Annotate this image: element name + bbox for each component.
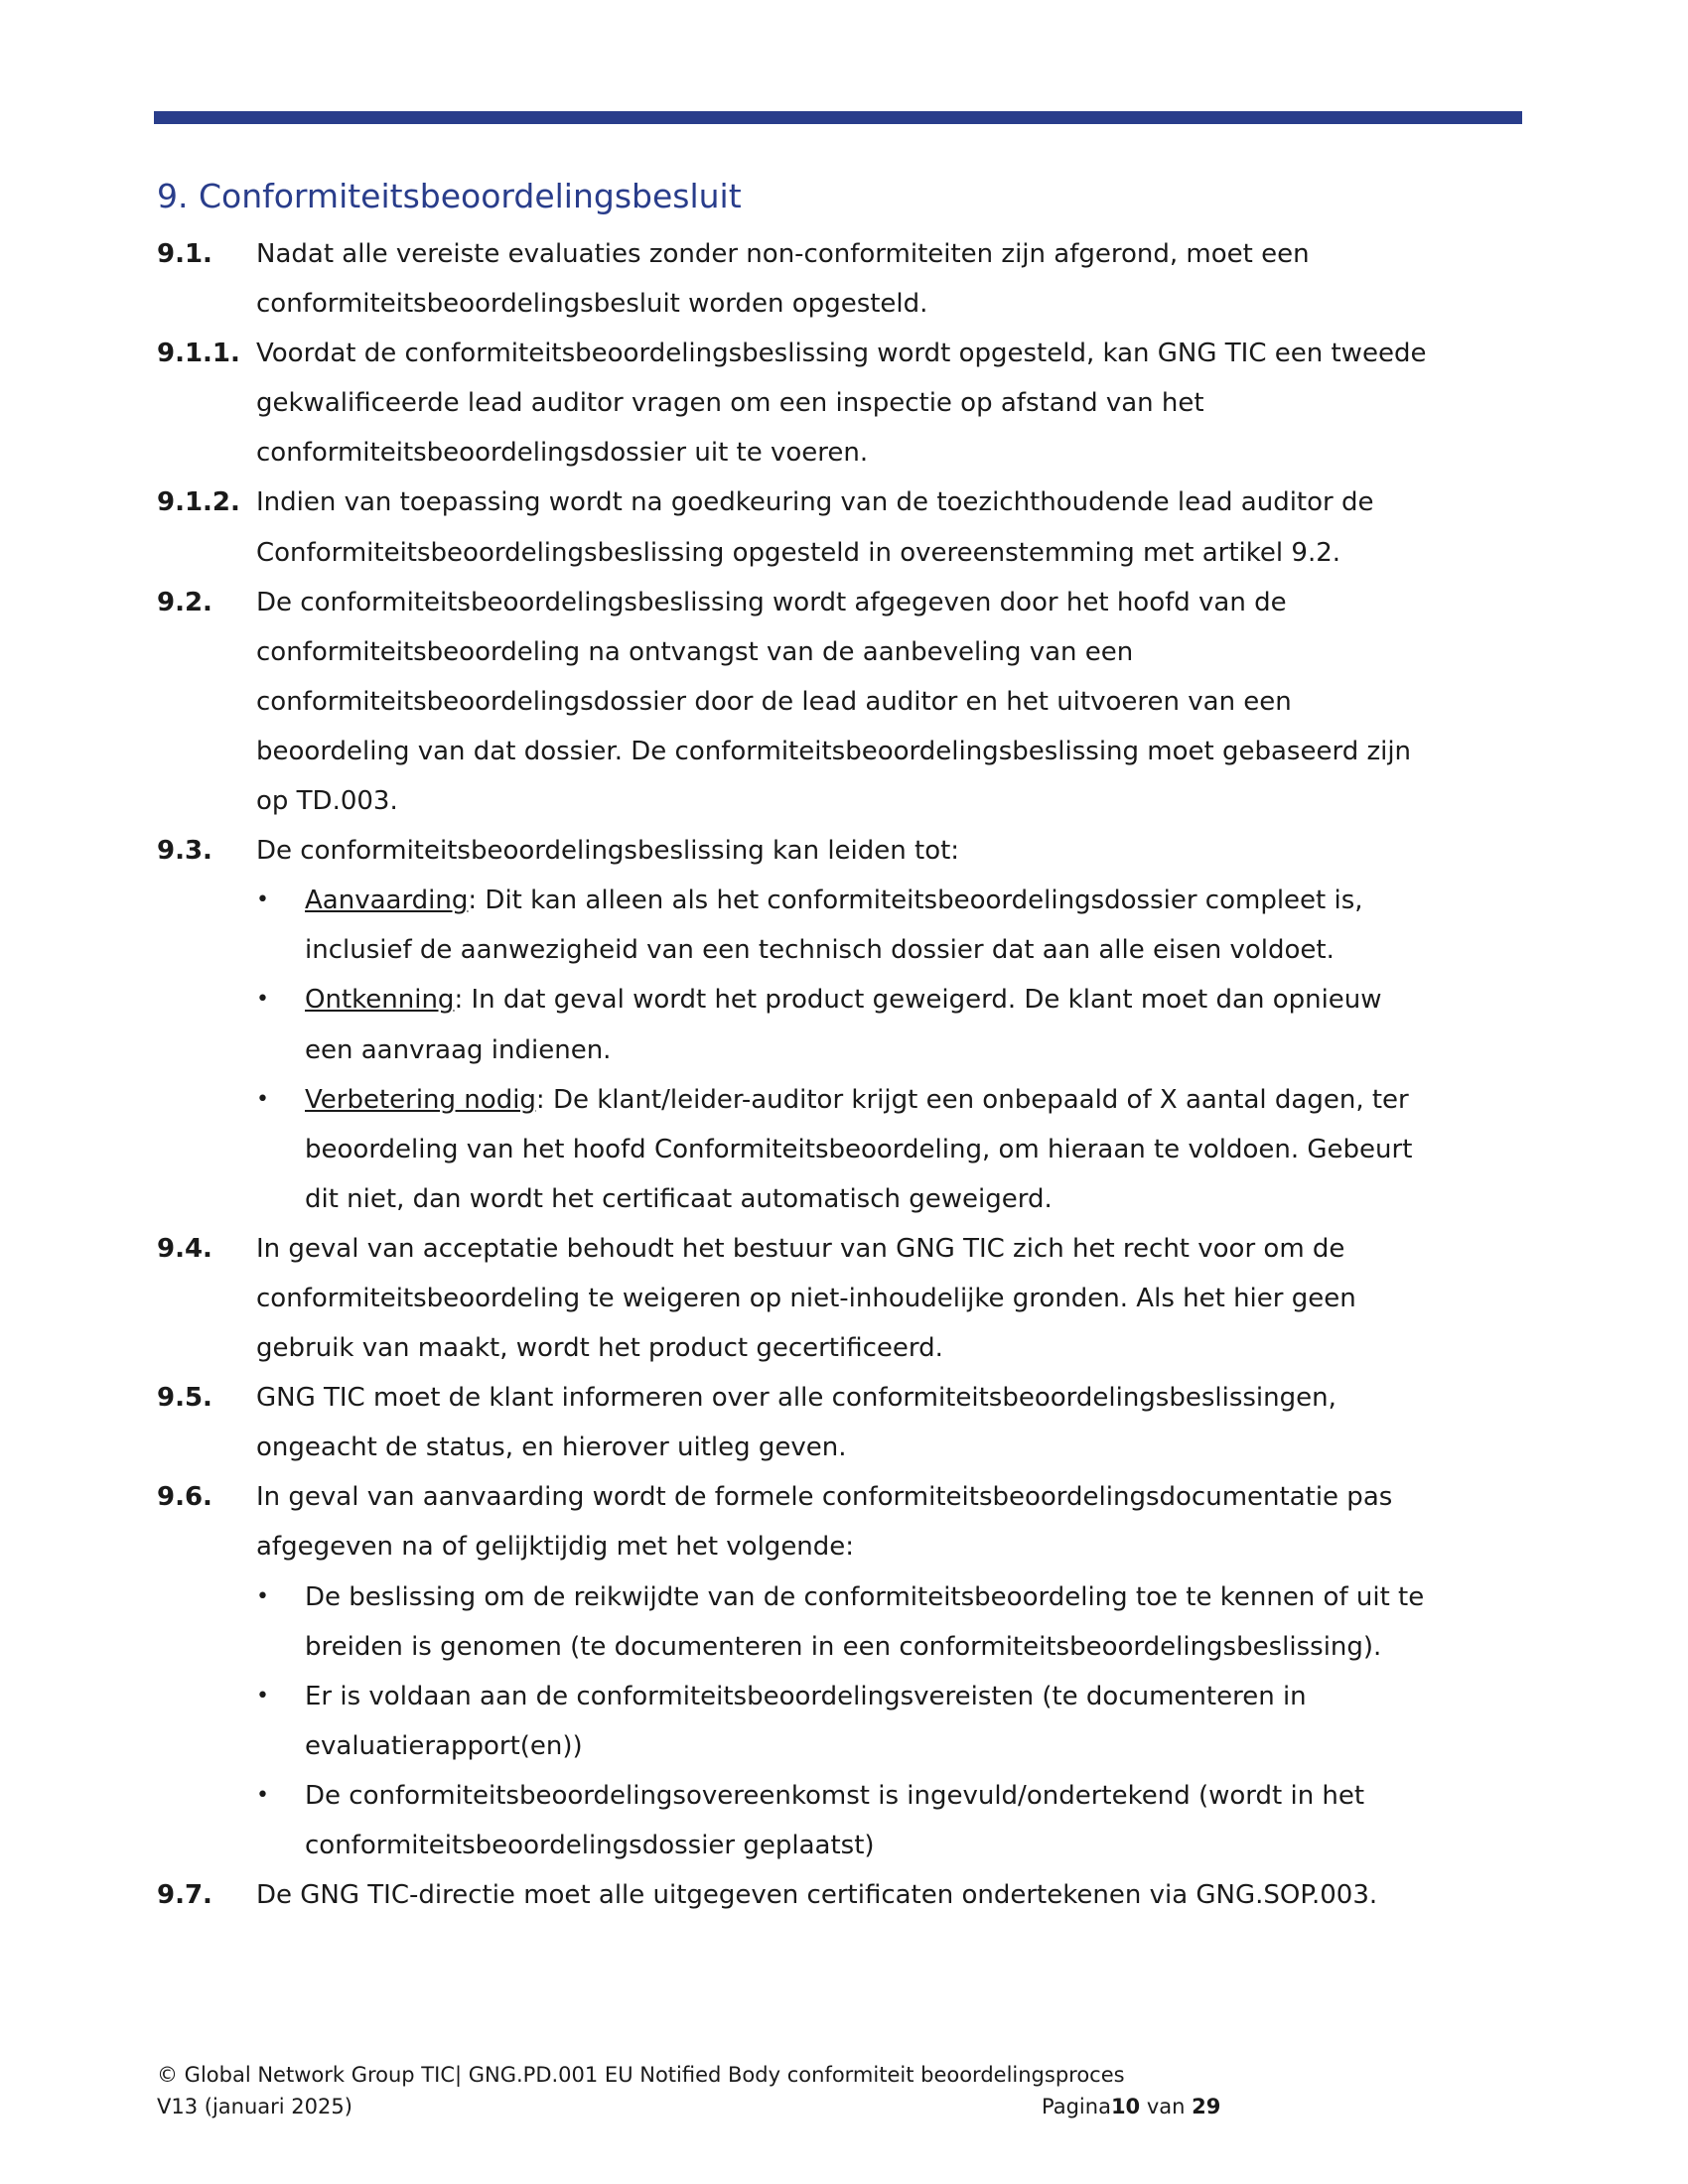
page-total: 29 xyxy=(1192,2095,1221,2118)
text-line xyxy=(0,1423,1688,1472)
bullet-line: een aanvraag indienen. xyxy=(305,1034,612,1065)
bullet-text xyxy=(305,1075,1409,1125)
text-line xyxy=(0,1323,1688,1373)
bullet-line: conformiteitsbeoordelingsdossier geplaatst) xyxy=(305,1831,875,1860)
bullet-label: Verbetering nodig xyxy=(305,1084,536,1115)
text-line xyxy=(0,528,1688,578)
clause-text: conformiteitsbeoordelingsdossier uit te voeren. xyxy=(256,438,869,469)
bullet-icon: • xyxy=(256,1782,269,1808)
clause xyxy=(0,578,1688,826)
clause xyxy=(0,329,1688,478)
bullet-item xyxy=(0,1572,1688,1672)
clause-text: conformiteitsbeoordelingsdossier door de lead auditor en het uitvoeren van een xyxy=(256,686,1292,717)
clause xyxy=(0,1870,1688,1920)
clause-text: De conformiteitsbeoordelingsbeslissing kan leiden tot: xyxy=(256,836,960,867)
bullet-icon: • xyxy=(256,1086,269,1112)
bullet-text xyxy=(305,925,1335,975)
bullet-line: Er is voldaan aan de conformiteitsbeoordelingsvereisten (te documenteren in xyxy=(305,1681,1307,1711)
text-line xyxy=(0,1472,1688,1522)
bullet-item xyxy=(0,876,1688,975)
clause-text: beoordeling van dat dossier. De conformiteitsbeoordelingsbeslissing moet gebaseerd zijn xyxy=(256,736,1412,766)
text-line xyxy=(0,1025,1688,1075)
clause-number: 9.6. xyxy=(157,1482,212,1513)
text-line xyxy=(0,677,1688,727)
text-line xyxy=(0,428,1688,478)
page-prefix: Pagina xyxy=(1042,2095,1111,2118)
text-line xyxy=(0,1274,1688,1323)
clause-text: op TD.003. xyxy=(256,786,398,817)
clause-text: conformiteitsbeoordeling te weigeren op niet-inhoudelijke gronden. Als het hier geen xyxy=(256,1283,1356,1313)
text-line xyxy=(0,727,1688,776)
clause-number: 9.1.2. xyxy=(157,487,240,518)
clause-text: In geval van acceptatie behoudt het bestuur van GNG TIC zich het recht voor om de xyxy=(256,1233,1345,1264)
clause-number: 9.3. xyxy=(157,836,212,867)
bullet-line: : Dit kan alleen als het conformiteitsbeoordelingsdossier compleet is, xyxy=(468,886,1363,916)
text-line xyxy=(0,578,1688,627)
text-line xyxy=(0,1572,1688,1622)
text-line xyxy=(0,1522,1688,1571)
clause-text: De conformiteitsbeoordelingsbeslissing wordt afgegeven door het hoofd van de xyxy=(256,587,1287,617)
text-line xyxy=(0,627,1688,677)
clause-number: 9.1. xyxy=(157,239,212,269)
header-rule xyxy=(154,111,1522,124)
bullet-text xyxy=(305,1721,583,1771)
text-line xyxy=(0,1672,1688,1721)
clause-text: GNG TIC moet de klant informeren over alle conformiteitsbeoordelingsbeslissingen, xyxy=(256,1383,1336,1414)
clause-text: Voordat de conformiteitsbeoordelingsbeslissing wordt opgesteld, kan GNG TIC een tweede xyxy=(256,339,1427,369)
text-line xyxy=(0,229,1688,279)
bullet-text xyxy=(305,1821,875,1870)
bullet-icon: • xyxy=(256,887,269,913)
clause-text: Indien van toepassing wordt na goedkeuring van de toezichthoudende lead auditor de xyxy=(256,487,1374,518)
clause-number: 9.2. xyxy=(157,587,212,617)
bullet-icon: • xyxy=(256,987,269,1013)
text-line xyxy=(0,1224,1688,1274)
page-number xyxy=(1042,2095,1220,2118)
bullet-line: breiden is genomen (te documenteren in een conformiteitsbeoordelingsbeslissing). xyxy=(305,1631,1382,1662)
text-line xyxy=(0,776,1688,826)
document-body xyxy=(0,229,1688,1920)
bullet-text xyxy=(305,975,1382,1024)
text-line xyxy=(0,1373,1688,1423)
bullet-line: beoordeling van het hoofd Conformiteitsbeoordeling, om hieraan te voldoen. Gebeurt xyxy=(305,1134,1413,1164)
page-current: 10 xyxy=(1110,2095,1141,2118)
bullet-line: inclusief de aanwezigheid van een technisch dossier dat aan alle eisen voldoet. xyxy=(305,935,1335,966)
bullet-item xyxy=(0,975,1688,1074)
text-line xyxy=(0,378,1688,428)
bullet-line: De beslissing om de reikwijdte van de conformiteitsbeoordeling toe te kennen of uit te xyxy=(305,1581,1425,1612)
clause-number: 9.7. xyxy=(157,1880,212,1911)
clause-text: gekwalificeerde lead auditor vragen om een inspectie op afstand van het xyxy=(256,388,1204,419)
section-heading: 9. Conformiteitsbeoordelingsbesluit xyxy=(157,177,742,215)
bullet-text xyxy=(305,1125,1412,1174)
clause-text: gebruik van maakt, wordt het product gecertificeerd. xyxy=(256,1333,943,1364)
clause-number: 9.4. xyxy=(157,1233,212,1264)
footer-version: V13 (januari 2025) xyxy=(157,2095,352,2118)
bullet-text xyxy=(305,1572,1424,1622)
clause-text: Nadat alle vereiste evaluaties zonder non-conformiteiten zijn afgerond, moet een xyxy=(256,239,1310,269)
clause-number: 9.5. xyxy=(157,1383,212,1414)
bullet-text xyxy=(305,1672,1307,1721)
clause-number: 9.1.1. xyxy=(157,339,240,369)
text-line xyxy=(0,1721,1688,1771)
clause-text: conformiteitsbeoordelingsbesluit worden opgesteld. xyxy=(256,289,928,320)
clause-text: ongeacht de status, en hierover uitleg geven. xyxy=(256,1433,847,1463)
page-sep: van xyxy=(1140,2095,1193,2118)
clause-text: afgegeven na of gelijktijdig met het volgende: xyxy=(256,1532,855,1563)
text-line xyxy=(0,279,1688,329)
bullet-text xyxy=(305,1174,1053,1224)
clause-text: De GNG TIC-directie moet alle uitgegeven certificaten ondertekenen via GNG.SOP.003. xyxy=(256,1880,1378,1911)
clause-text: In geval van aanvaarding wordt de formele conformiteitsbeoordelingsdocumentatie pas xyxy=(256,1482,1393,1513)
bullet-line: : De klant/leider-auditor krijgt een onbepaald of X aantal dagen, ter xyxy=(535,1084,1409,1115)
text-line xyxy=(0,876,1688,925)
text-line xyxy=(0,1771,1688,1821)
clause xyxy=(0,229,1688,329)
clause xyxy=(0,1472,1688,1571)
bullet-line: : In dat geval wordt het product geweigerd. De klant moet dan opnieuw xyxy=(454,985,1382,1016)
bullet-text xyxy=(305,1771,1364,1821)
text-line xyxy=(0,1821,1688,1870)
text-line xyxy=(0,826,1688,876)
text-line xyxy=(0,1125,1688,1174)
bullet-item xyxy=(0,1771,1688,1870)
clause-text: conformiteitsbeoordeling na ontvangst van de aanbeveling van een xyxy=(256,636,1134,667)
bullet-item xyxy=(0,1075,1688,1224)
text-line xyxy=(0,925,1688,975)
clause xyxy=(0,826,1688,876)
footer-copyright: © Global Network Group TIC| GNG.PD.001 EU Notified Body conformiteit beoordelingsproces xyxy=(157,2063,1125,2087)
bullet-icon: • xyxy=(256,1583,269,1609)
text-line xyxy=(0,1075,1688,1125)
clause xyxy=(0,1373,1688,1472)
bullet-line: De conformiteitsbeoordelingsovereenkomst is ingevuld/ondertekend (wordt in het xyxy=(305,1780,1365,1811)
clause-text: Conformiteitsbeoordelingsbeslissing opgesteld in overeenstemming met artikel 9.2. xyxy=(256,537,1341,568)
bullet-text xyxy=(305,876,1363,925)
bullet-text xyxy=(305,1622,1381,1672)
bullet-line: dit niet, dan wordt het certificaat automatisch geweigerd. xyxy=(305,1183,1053,1214)
text-line xyxy=(0,329,1688,378)
bullet-line: evaluatierapport(en)) xyxy=(305,1730,583,1761)
clause xyxy=(0,1224,1688,1373)
bullet-label: Aanvaarding xyxy=(305,886,469,916)
text-line xyxy=(0,478,1688,527)
text-line xyxy=(0,1622,1688,1672)
text-line xyxy=(0,975,1688,1024)
text-line xyxy=(0,1870,1688,1920)
bullet-item xyxy=(0,1672,1688,1771)
bullet-icon: • xyxy=(256,1683,269,1708)
bullet-text xyxy=(305,1025,611,1075)
clause xyxy=(0,478,1688,577)
text-line xyxy=(0,1174,1688,1224)
bullet-label: Ontkenning xyxy=(305,985,455,1016)
